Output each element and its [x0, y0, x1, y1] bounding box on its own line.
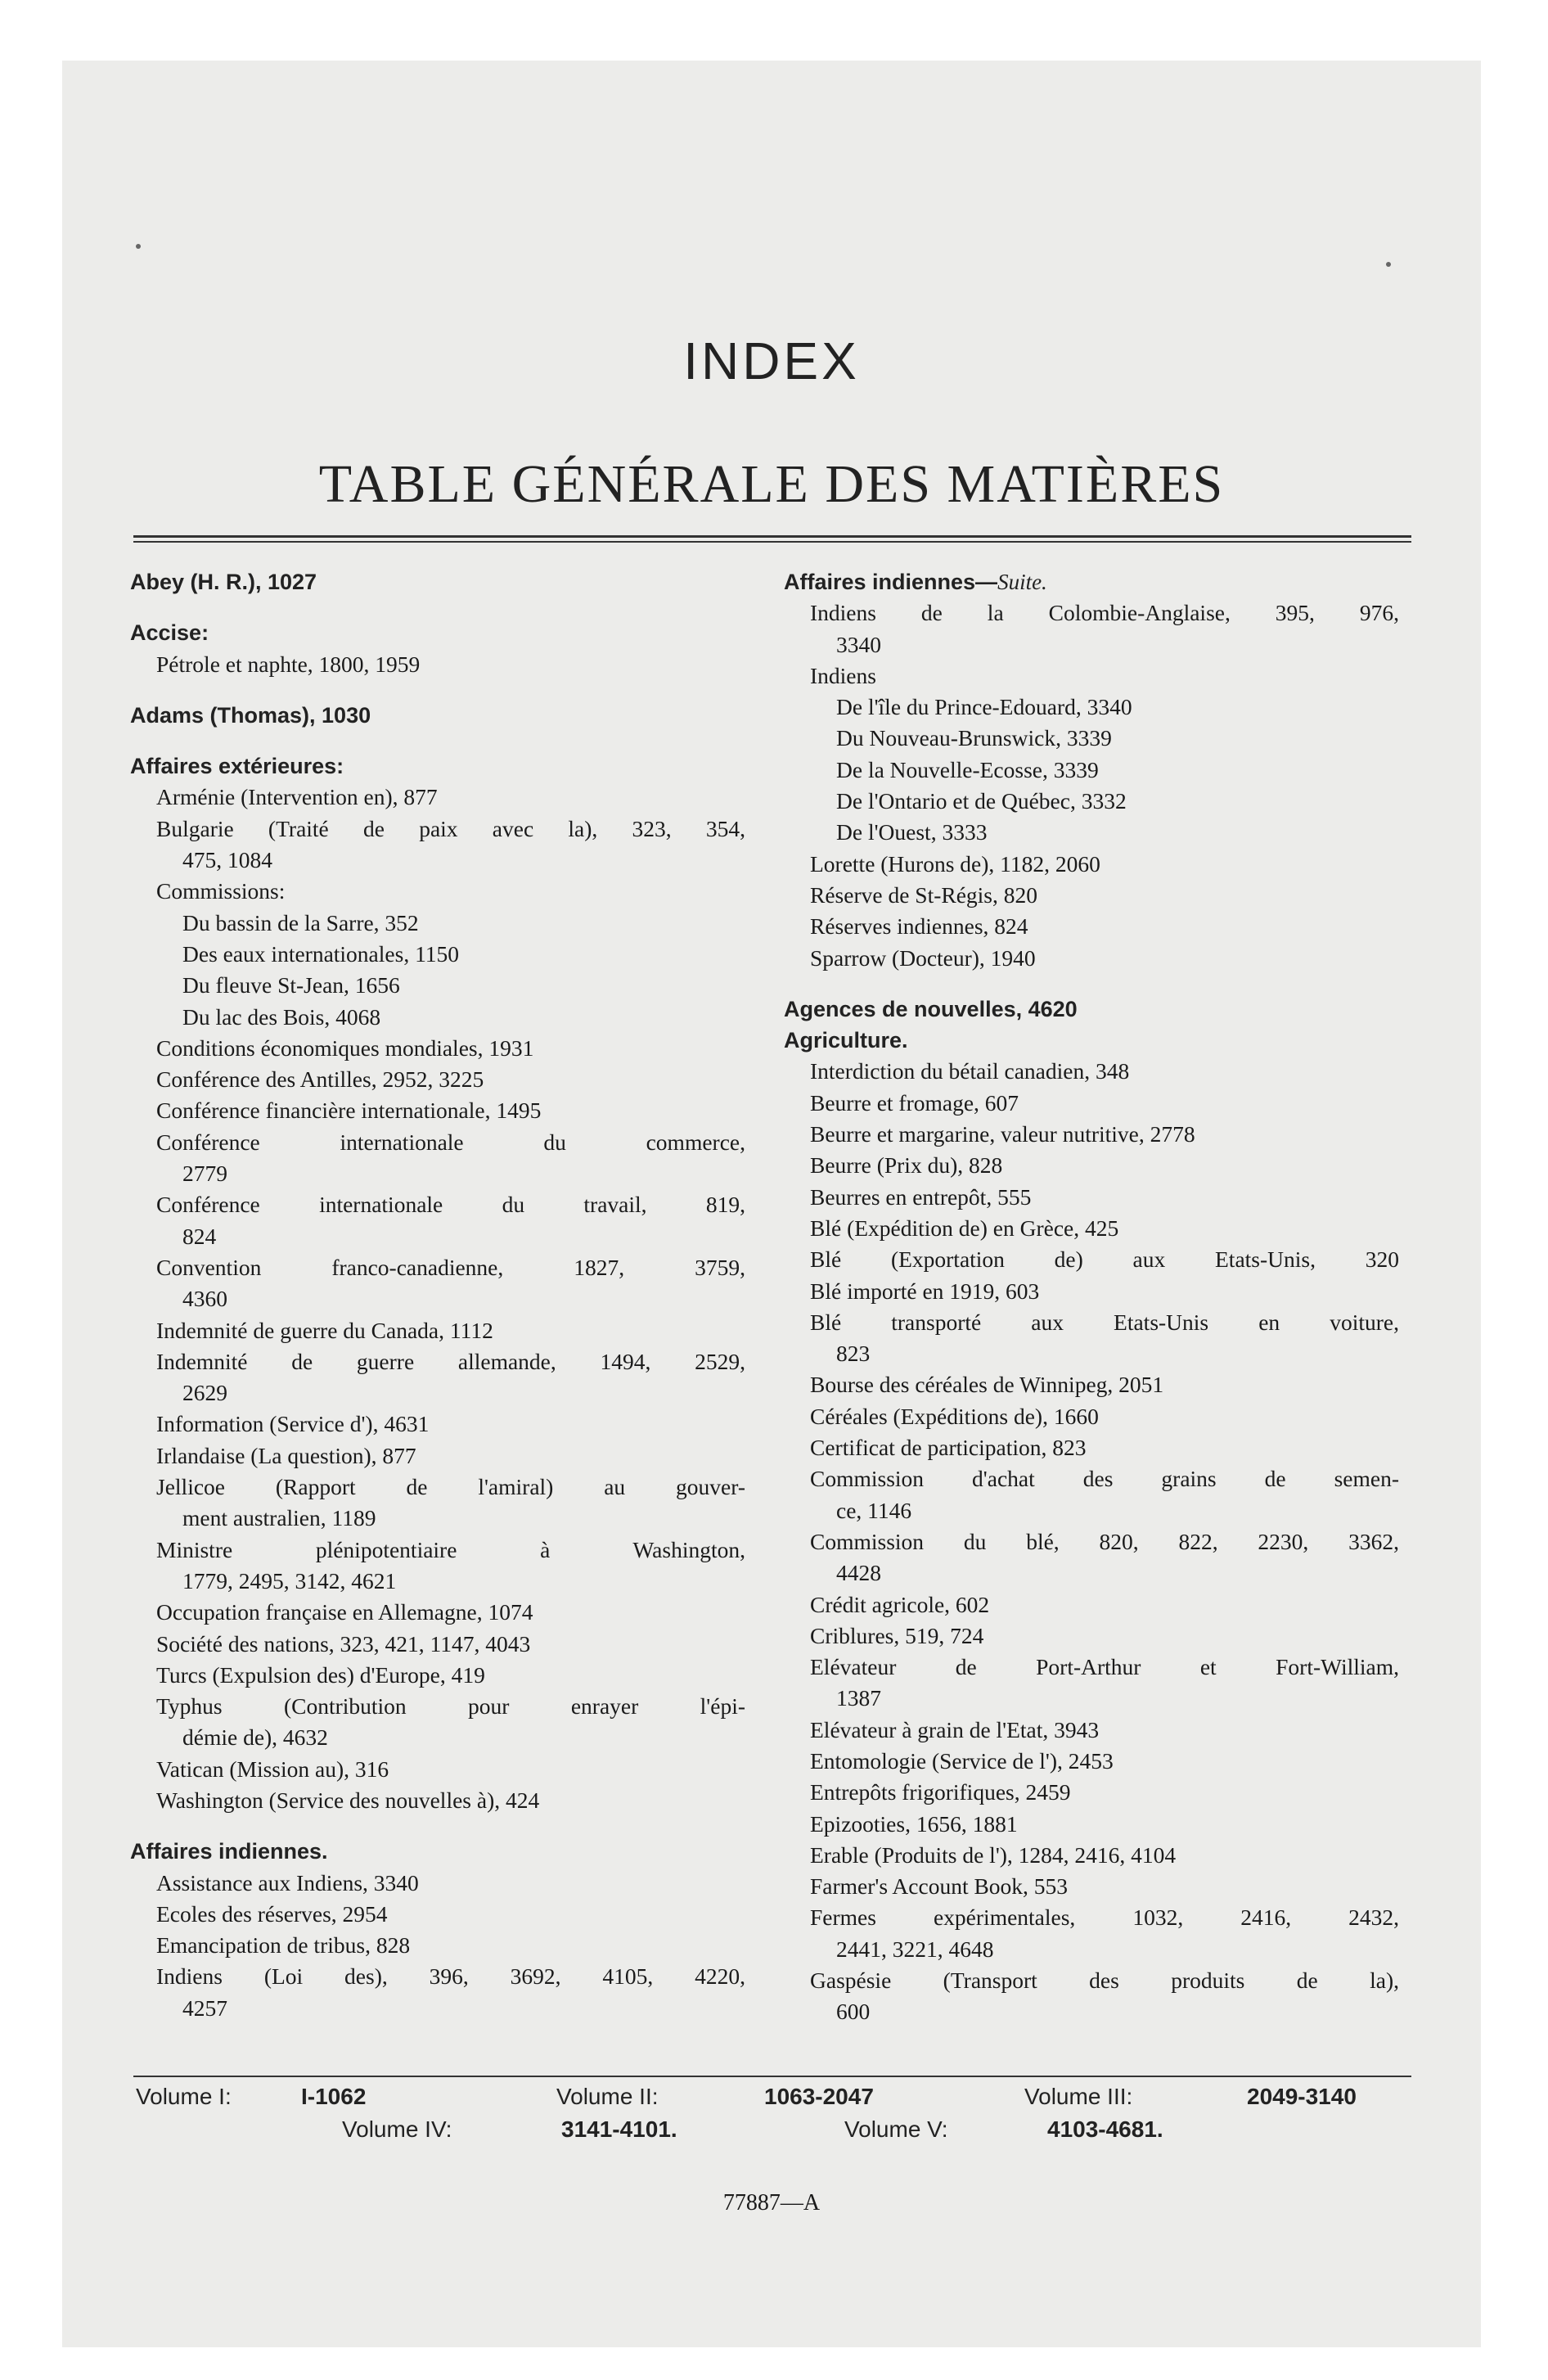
index-entry — [130, 649, 752, 680]
index-entry — [130, 1930, 752, 1961]
index-entry — [784, 1557, 1406, 1589]
index-entry — [784, 1119, 1406, 1150]
entry-text: Céréales (Expéditions de), 1660 — [810, 1403, 1099, 1429]
volume-3-range: 2049-3140 — [1247, 2084, 1357, 2109]
entry-text: Epizooties, 1656, 1881 — [810, 1810, 1018, 1837]
entry-text: Erable (Produits de l'), 1284, 2416, 4104 — [810, 1841, 1177, 1868]
entry-text: Fermes expérimentales, 1032, 2416, 2432, — [810, 1904, 1399, 1931]
index-entry — [784, 1307, 1406, 1338]
entry-text: Des eaux internationales, 1150 — [182, 940, 460, 967]
index-entry — [784, 1715, 1406, 1746]
entry-text: Conditions économiques mondiales, 1931 — [156, 1034, 534, 1061]
index-entry — [784, 786, 1406, 817]
entry-text: Typhus (Contribution pour enrayer l'épi- — [156, 1693, 745, 1720]
index-entry — [130, 1440, 752, 1472]
entry-gap — [130, 597, 752, 617]
index-entry — [784, 1213, 1406, 1244]
entry-gap — [130, 680, 752, 700]
index-entry — [784, 817, 1406, 848]
entry-text: Du bassin de la Sarre, 352 — [182, 909, 419, 935]
entry-text: Assistance aux Indiens, 3340 — [156, 1869, 419, 1895]
index-entry — [130, 1868, 752, 1899]
entry-text: De l'Ouest, 3333 — [836, 819, 988, 845]
entry-text: Agences de nouvelles, 4620 — [784, 996, 1078, 1021]
index-entry — [784, 1620, 1406, 1652]
index-heading — [130, 1836, 752, 1867]
entry-text: 1779, 2495, 3142, 4621 — [182, 1567, 397, 1593]
entry-text: Washington (Service des nouvelles à), 424 — [156, 1787, 540, 1813]
index-entry — [130, 1535, 752, 1566]
index-entry — [130, 1127, 752, 1158]
entry-text: Crédit agricole, 602 — [810, 1591, 990, 1617]
entry-text: Indiens (Loi des), 396, 3692, 4105, 4220, — [156, 1963, 745, 1990]
index-entry — [784, 1432, 1406, 1463]
index-entry — [130, 1221, 752, 1252]
index-entry — [130, 908, 752, 939]
entry-text: Arménie (Intervention en), 877 — [156, 784, 438, 810]
index-entry — [784, 1338, 1406, 1369]
entry-text: Conférence internationale du commerce, — [156, 1129, 745, 1155]
index-entry — [784, 911, 1406, 942]
entry-text: Conférence des Antilles, 2952, 3225 — [156, 1066, 484, 1093]
index-entry — [784, 1526, 1406, 1557]
entry-text: Indiens — [810, 662, 876, 688]
index-entry — [784, 1902, 1406, 1933]
index-entry — [784, 1840, 1406, 1871]
index-heading — [130, 566, 752, 597]
index-entry — [784, 1965, 1406, 1996]
index-entry — [130, 1722, 752, 1753]
entry-text: Beurre et fromage, 607 — [810, 1089, 1019, 1116]
entry-text: Ministre plénipotentiaire à Washington, — [156, 1536, 745, 1562]
entry-gap — [784, 974, 1406, 994]
index-entry — [784, 723, 1406, 754]
paper-speck — [136, 244, 141, 249]
index-entry — [130, 814, 752, 845]
entry-text: Conférence financière internationale, 1495 — [156, 1098, 542, 1124]
entry-text: Lorette (Hurons de), 1182, 2060 — [810, 850, 1100, 877]
index-entry — [130, 1472, 752, 1503]
index-entry — [784, 1276, 1406, 1307]
index-entry — [784, 1777, 1406, 1808]
index-entry — [130, 1283, 752, 1314]
index-entry — [130, 1754, 752, 1785]
index-entry — [784, 880, 1406, 911]
index-entry — [130, 1002, 752, 1033]
entry-text: Irlandaise (La question), 877 — [156, 1442, 416, 1468]
page-subtitle: TABLE GÉNÉRALE DES MATIÈRES — [318, 454, 1225, 514]
index-entry — [784, 1401, 1406, 1432]
entry-text: démie de), 4632 — [182, 1724, 328, 1751]
entry-text: Abey (H. R.), 1027 — [130, 570, 317, 594]
index-entry — [784, 1182, 1406, 1213]
index-entry — [130, 1629, 752, 1660]
volume-5-label: Volume V: — [844, 2116, 948, 2142]
entry-text: 475, 1084 — [182, 847, 272, 873]
entry-text: Information (Service d'), 4631 — [156, 1411, 430, 1437]
entry-gap — [130, 731, 752, 751]
index-entry — [784, 1369, 1406, 1400]
index-heading — [784, 994, 1406, 1025]
index-heading — [130, 617, 752, 648]
index-heading — [130, 751, 752, 782]
entry-text: Beurres en entrepôt, 555 — [810, 1183, 1032, 1210]
entry-text: Convention franco-canadienne, 1827, 3759, — [156, 1254, 745, 1280]
index-entry — [130, 1899, 752, 1930]
entry-text: 1387 — [836, 1685, 881, 1711]
index-entry — [784, 1683, 1406, 1714]
index-entry — [130, 1095, 752, 1126]
index-entry — [130, 1993, 752, 2024]
index-entry — [784, 849, 1406, 880]
index-entry — [784, 1463, 1406, 1494]
entry-text: Entrepôts frigorifiques, 2459 — [810, 1779, 1071, 1805]
index-entry — [784, 692, 1406, 723]
entry-text: Affaires extérieures: — [130, 754, 344, 779]
index-entry — [130, 782, 752, 813]
entry-text: De l'Ontario et de Québec, 3332 — [836, 788, 1127, 814]
index-entry — [130, 1660, 752, 1691]
entry-text: Blé (Expédition de) en Grèce, 425 — [810, 1215, 1119, 1241]
entry-text: Turcs (Expulsion des) d'Europe, 419 — [156, 1661, 485, 1688]
index-entry — [784, 943, 1406, 974]
entry-text: Agriculture. — [784, 1028, 908, 1053]
entry-text: Certificat de participation, 823 — [810, 1435, 1087, 1461]
entry-text: Interdiction du bétail canadien, 348 — [810, 1058, 1130, 1084]
index-entry — [784, 1088, 1406, 1119]
entry-text: Bulgarie (Traité de paix avec la), 323, 354, — [156, 815, 745, 841]
index-entry — [130, 845, 752, 876]
index-entry — [130, 1189, 752, 1220]
index-entry — [130, 1315, 752, 1346]
entry-text: Accise: — [130, 620, 209, 646]
index-entry — [784, 1809, 1406, 1840]
entry-text: Elévateur à grain de l'Etat, 3943 — [810, 1716, 1100, 1742]
volume-5-range: 4103-4681. — [1047, 2116, 1163, 2142]
index-entry — [130, 1961, 752, 1992]
entry-text: Commission d'achat des grains de semen- — [810, 1466, 1399, 1492]
entry-text: Affaires indiennes— — [784, 570, 998, 594]
index-entry — [130, 1566, 752, 1597]
index-entry — [130, 1503, 752, 1534]
index-entry — [784, 1871, 1406, 1902]
entry-text: Réserves indiennes, 824 — [810, 913, 1028, 940]
header-double-rule — [133, 535, 1411, 543]
entry-text: 2629 — [182, 1380, 227, 1406]
index-entry — [784, 1652, 1406, 1683]
entry-text: Du lac des Bois, 4068 — [182, 1003, 381, 1030]
index-entry — [130, 1597, 752, 1628]
entry-text: Indemnité de guerre allemande, 1494, 2529, — [156, 1348, 745, 1374]
index-column-right — [784, 566, 1406, 2028]
entry-text: Société des nations, 323, 421, 1147, 4043 — [156, 1630, 531, 1657]
entry-text: De l'île du Prince-Edouard, 3340 — [836, 694, 1132, 720]
entry-text: 824 — [182, 1223, 217, 1249]
entry-text: Beurre (Prix du), 828 — [810, 1152, 1003, 1179]
index-entry — [130, 1409, 752, 1440]
entry-text: Occupation française en Allemagne, 1074 — [156, 1599, 533, 1625]
index-entry — [784, 629, 1406, 660]
entry-text: 823 — [836, 1341, 871, 1367]
index-entry — [784, 1996, 1406, 2027]
entry-text: 600 — [836, 1999, 871, 2025]
index-heading — [130, 700, 752, 731]
document-code: 77887—A — [722, 2190, 821, 2215]
entry-text: 2441, 3221, 4648 — [836, 1936, 994, 1962]
entry-text: ment australien, 1189 — [182, 1505, 376, 1531]
index-entry — [130, 1064, 752, 1095]
volume-4-range: 3141-4101. — [561, 2116, 677, 2142]
entry-text: Blé (Exportation de) aux Etats-Unis, 320 — [810, 1246, 1399, 1273]
entry-text: Beurre et margarine, valeur nutritive, 2778 — [810, 1121, 1195, 1147]
entry-text: Gaspésie (Transport des produits de la), — [810, 1968, 1399, 1994]
index-entry — [784, 1934, 1406, 1965]
entry-text: Vatican (Mission au), 316 — [156, 1756, 389, 1782]
entry-gap — [130, 1816, 752, 1836]
index-entry — [130, 1252, 752, 1283]
index-heading — [784, 1025, 1406, 1056]
index-entry — [784, 755, 1406, 786]
index-entry — [130, 970, 752, 1001]
entry-text: Adams (Thomas), 1030 — [130, 702, 371, 728]
volume-3-label: Volume III: — [1024, 2084, 1133, 2109]
entry-text: 4428 — [836, 1560, 881, 1586]
entry-text: Sparrow (Docteur), 1940 — [810, 944, 1036, 971]
index-entry — [784, 597, 1406, 629]
volume-4-label: Volume IV: — [342, 2116, 452, 2142]
volume-1-range: I-1062 — [301, 2084, 367, 2109]
index-entry — [130, 1377, 752, 1409]
volume-1-label: Volume I: — [136, 2084, 232, 2109]
entry-text: ce, 1146 — [836, 1497, 912, 1523]
entry-text: Du fleuve St-Jean, 1656 — [182, 972, 400, 998]
entry-text: Bourse des céréales de Winnipeg, 2051 — [810, 1372, 1164, 1398]
index-entry — [130, 1158, 752, 1189]
entry-text: Réserve de St-Régis, 820 — [810, 881, 1038, 908]
index-entry — [784, 1244, 1406, 1275]
entry-text: Affaires indiennes. — [130, 1839, 328, 1864]
continuation-marker: Suite. — [997, 570, 1047, 594]
index-entry — [784, 1589, 1406, 1620]
index-entry — [130, 1346, 752, 1377]
entry-text: Indemnité de guerre du Canada, 1112 — [156, 1317, 493, 1343]
volume-2-range: 1063-2047 — [764, 2084, 874, 2109]
index-entry — [130, 876, 752, 907]
paper-speck — [1386, 262, 1391, 267]
page-title: INDEX — [683, 331, 860, 390]
entry-text: 4257 — [182, 1995, 227, 2021]
entry-text: Conférence internationale du travail, 819, — [156, 1192, 745, 1218]
entry-text: Farmer's Account Book, 553 — [810, 1873, 1069, 1900]
entry-text: Blé transporté aux Etats-Unis en voiture, — [810, 1309, 1399, 1335]
entry-text: Du Nouveau-Brunswick, 3339 — [836, 725, 1112, 751]
entry-text: Jellicoe (Rapport de l'amiral) au gouver- — [156, 1474, 745, 1500]
index-column-left — [130, 566, 752, 2024]
entry-text: Pétrole et naphte, 1800, 1959 — [156, 651, 421, 677]
index-entry — [784, 1746, 1406, 1777]
index-entry — [784, 1056, 1406, 1087]
index-heading — [784, 566, 1406, 597]
entry-text: Elévateur de Port-Arthur et Fort-William, — [810, 1654, 1399, 1680]
entry-text: Indiens de la Colombie-Anglaise, 395, 976, — [810, 600, 1399, 626]
entry-text: Entomologie (Service de l'), 2453 — [810, 1747, 1114, 1774]
index-entry — [130, 1691, 752, 1722]
entry-text: Commission du blé, 820, 822, 2230, 3362, — [810, 1528, 1399, 1554]
volume-2-label: Volume II: — [556, 2084, 659, 2109]
entry-text: Blé importé en 1919, 603 — [810, 1278, 1040, 1304]
index-entry — [784, 660, 1406, 692]
entry-text: Commissions: — [156, 878, 286, 904]
index-entry — [130, 939, 752, 970]
entry-text: 4360 — [182, 1286, 227, 1312]
entry-text: Emancipation de tribus, 828 — [156, 1932, 411, 1959]
index-page — [62, 61, 1481, 2347]
entry-text: 3340 — [836, 631, 881, 657]
index-entry — [784, 1150, 1406, 1181]
entry-text: De la Nouvelle-Ecosse, 3339 — [836, 756, 1099, 782]
entry-text: 2779 — [182, 1161, 227, 1187]
entry-text: Ecoles des réserves, 2954 — [156, 1900, 388, 1927]
index-entry — [130, 1033, 752, 1064]
index-entry — [130, 1785, 752, 1816]
index-entry — [784, 1495, 1406, 1526]
entry-text: Criblures, 519, 724 — [810, 1622, 984, 1648]
footer-rule — [133, 2076, 1411, 2077]
